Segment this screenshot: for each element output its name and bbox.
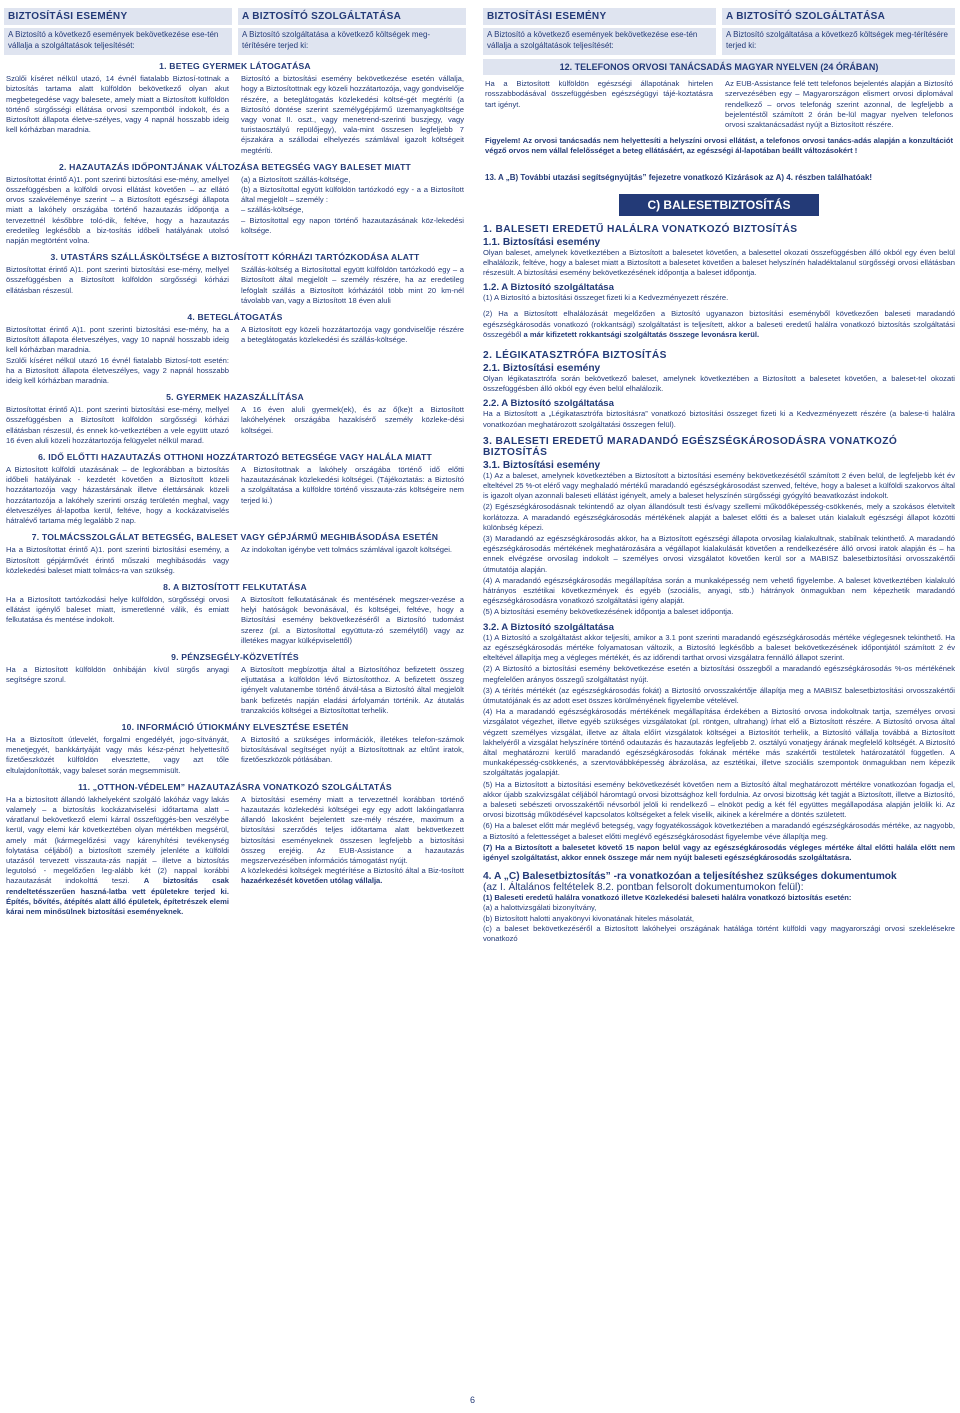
section-9-event: Ha a Biztosított külföldön önhibáján kívül sürgős anyagi segítségre szorul. <box>6 664 229 685</box>
section-c-title: C) BALESETBIZTOSÍTÁS <box>619 194 819 216</box>
section-5 <box>4 405 466 446</box>
section-4 <box>4 325 466 386</box>
c22-title: 2.2. A Biztosító szolgáltatása <box>483 398 614 410</box>
right-header <box>483 8 955 55</box>
section-2-service <box>239 175 466 246</box>
section-2 <box>4 175 466 246</box>
c12-text-2-body: (2) Ha a Biztosított elhalálozását megelőzően a Biztosító ugyanazon biztosítási eseményből következően baleseti maradandó egészségkárosodás vonatkozó (rokkantsági) szolgáltatást is teljesített, akkor a baleseti eredetű halálra vonatkozó biztosítás szolgáltatási összegéből <box>483 309 955 339</box>
c4-item-1: (1) Baleseti eredetű halálra vonatkozó illetve Közlekedési baleseti halálra vonatkozó biztosítás esetén: <box>483 893 852 903</box>
section-2-item-b: (b) a Biztosítottal együtt külföldön tartózkodó egy - a a Biztosított által megjelölt – személy : <box>241 185 464 205</box>
section-title-6: 6. IDŐ ELŐTTI HAZAUTAZÁS OTTHONI HOZZÁTARTOZÓ BETEGSÉGE VAGY HALÁLA MIATT <box>38 452 432 463</box>
section-12-service: Az EUB-Assistance felé tett telefonos bejelentés alapján a Biztosító szervezésében egy – Magyarországon elismert orvosi diplomával rendelkező – orvos telefonág szerint azonnal, de legfeljebb a bejelentéstől számított 2 órán be-lül magyar nyelven telefonos orvosi szaktanácsadást nyújt a Biztosított részére. <box>725 79 953 129</box>
c12-text-1: (1) A Biztosító a biztosítási összeget fizeti ki a Kedvezményezett részére. <box>483 293 729 303</box>
c4-item-1b: (b) Biztosított halotti anyakönyvi kivonatának hiteles másolatát, <box>483 913 695 923</box>
c4-subtitle: (az I. Általános feltételek 8.2. pontban felsorolt dokumentumokon felül): <box>483 882 804 894</box>
event-text-right: A Biztosító a következő események bekövetkezése ese-tén vállalja a szolgáltatások teljesítését: <box>483 28 716 55</box>
service-tag: A BIZTOSÍTÓ SZOLGÁLTATÁSA <box>238 8 466 25</box>
section-3 <box>4 265 466 306</box>
section-9-service: A Biztosított megbízottja által a Biztosítóhoz befizetett összeg eljuttatása a külföldön lévő Biztosítotthoz. A befizetett összeg igényelt valutanembe történő átvál-tása a Biztosító által megjelölt bank befizetés napján eladási árfolyamán történik. Az átutalás tranzakciós költségei a Biztosítottat terhelik. <box>241 664 464 715</box>
event-text: A Biztosító a következő események bekövetkezése ese-tén vállalja a szolgáltatások teljesítését: <box>4 28 232 55</box>
section-7-event: Ha a Biztosítottat érintő A)1. pont szerinti biztosítási esemény, a Biztosított gépjárművét érintő műszaki meghibásodás vagy közlekedési baleset miatt tolmács-ra van szükség. <box>6 545 229 575</box>
section-8 <box>4 595 466 646</box>
c32-item: (1) A Biztosító a szolgáltatást akkor teljesíti, amikor a 3.1 pont szerinti maradandó egészségkárosodás mértéke véglegesnek tekinthető. Ha az egészségkárosodás mértéke folyamatosan változik, a Biztosító legkésőbb a baleset bekövetkezésének időpontjától számított 2 év elteltével állapítja meg a végleges mértékét, és az időrendi tarthat orvosi vizsgálatra fennálló állapot szerint. <box>483 632 955 663</box>
section-2-event: Biztosítottat érintő A)1. pont szerinti biztosítási ese-mény, amellyel összefüggésben a külföldi orvosi ellátást követően – az ellátó orvos szakvéleménye szerint – a Biztosított egészségi állapota miatt a lakóhely országába történő hazautazás időpontja a tervezettnél későbbre toló-dik, feltéve, hogy a hazautazás eredetileg legkésőbb a biz-tosítás időbeli hatályának utolsó napján megtörtént volna. <box>6 174 229 246</box>
c31-item: (2) Egészségkárosodásnak tekintendő az olyan állandósult testi és/vagy szellemi működőképesség-csökkenés, mely a szokásos életvitelt korlátozza. A maradandó egészségkárosodás mértékének alapját a baleset előtti és a baleset után kialakult egészségi állapot közötti különbség képezi. <box>483 502 955 532</box>
section-2-item-a: (a) a Biztosított szállás-költsége, <box>241 174 351 184</box>
section-10-event: Ha a Biztosított útlevelét, forgalmi engedélyét, jogo-sítványát, menetjegyét, bankkártyáját vagy más kész-pénzt helyettesítő fizetőeszközét külföldön elvesztette, vagy azt tőle eltulajdonították, vagy baleset során megsemmisült. <box>6 734 229 775</box>
section-3-service: Szállás-költség a Biztosítottal együtt külföldön tartózkodó egy – a Biztosított által megjelölt – személy részére, ha az eredetileg leföglalt szállás a Biztosított kórházától több mint 20 km-nél távolabb van, vagy a Biztosított 18 éven aluli <box>241 265 464 305</box>
c31-item: (5) A biztosítási esemény bekövetkezésének időpontja a baleset időpontja. <box>483 607 734 617</box>
section-4-event-b: Szülői kíséret nélkül utazó 16 évnél fiatalabb Biztosí-tott esetén: ha a Biztosított állapota életveszélyes, vagy 2 napnál hosszabb ideig kell kórházban maradnia. <box>6 355 229 386</box>
section-9 <box>4 665 466 716</box>
section-title-1: 1. BETEG GYERMEK LÁTOGATÁSA <box>159 61 311 72</box>
c32-title: 3.2. A Biztosító szolgáltatása <box>483 621 614 633</box>
section-6-event: A Biztosított külföldi utazásának – de legkorábban a biztosítás időbeli hatályának - kezdetét követően a Biztosított közeli hozzátartozója vagy házastársának illetve élettársának közeli hozzátartozója a lakóhely szerinti ország területén meghal, vagy életveszélyes ál-lapotba kerül, feltéve, hogy a kockázatviselés hátralévő tartama még legalább 2 nap. <box>6 465 229 526</box>
left-header <box>4 8 466 55</box>
c22-text: Ha a Biztosított a „Légikatasztrófa biztosításra” vonatkozó biztosítási összeget fizeti ki a Kedvezményezett részére (a balese-ti halálra vonatkozóan meghatározott szolgáltatási összegen felül). <box>483 409 955 429</box>
section-11-event <box>4 795 231 917</box>
c2-title: 2. LÉGIKATASZTRÓFA BIZTOSÍTÁS <box>483 350 667 362</box>
section-12-event: Ha a Biztosított külföldön egészségi állapotának hirtelen rosszabbodásával összefüggésben egészségügyi tájé-koztatásra tart igényt. <box>485 79 713 109</box>
section-title-9: 9. PÉNZSEGÉLY-KÖZVETÍTÉS <box>171 651 299 662</box>
attention-label: Figyelem! <box>485 136 521 146</box>
c21-title: 2.1. Biztosítási esemény <box>483 363 601 375</box>
section-7 <box>4 545 466 576</box>
section-4-event <box>4 325 231 386</box>
section-12 <box>483 79 955 130</box>
attention-note <box>483 136 955 156</box>
section-title-4: 4. BETEGLÁTOGATÁS <box>187 312 283 323</box>
c11-text: Olyan baleset, amelynek következtében a Biztosított a balesetet követően, a balesettel okozati összefüggésben álló okból egy éven belül elhalálozik, feltéve, hogy a baleset miatt a Biztosított a balesetet követően a baleset helyszínén haladéktalanul sürgősségi orvosi ellátásban részesült. A biztosítási esemény bekövetkezésének időpontja a baleset időpontja. <box>483 247 955 278</box>
c32-item: (5) Ha a Biztosított a biztosítási esemény bekövetkezését követően nem a Biztosító által meghatározott mértékre vonatkozóan fogadja el, akkor újabb szakvizsgálat céljából háromtagú orvosi bizottsághoz kell fordulnia. Az orvosi bizottság két tagját a Biztosított, illetve a Biztosító, a baleseti sebészeti orvosszakértői névsorból jelöli ki rendelkező – elnököt pedig a két fél együttes megállapodása alapján jelölik ki. Az orvosi bizottság működésével kapcsolatos költségeket a felek viselik, aikinek a kérelmére a döntés született. <box>483 779 955 820</box>
event-tag-right: BIZTOSÍTÁSI ESEMÉNY <box>483 8 716 25</box>
c31-item: (1) Az a baleset, amelynek következtében a Biztosított a biztosítási esemény bekövetkezésétől számított 2 éven belül, de legfeljebb két év elteltével 25 %-ot elérő vagy meghaladó mértékű maradandó egészségkárosodást szenved, feltéve, hogy a baleset a külföldi szakorvos által is igazolt olyan azonnali baleseti ellátást igényelt, amely a baleset helyszínén sürgősségi gyógyító beavatkozást indokolt. <box>483 470 955 501</box>
service-tag-right: A BIZTOSÍTÓ SZOLGÁLTATÁSA <box>722 8 955 25</box>
c32-item: (3) A térítés mértékét (az egészségkárosodás fokát) a Biztosító orvosszakértője állapítja meg a MABISZ balesetbiztosítási orvosszakértői útmutatójának és az adott eset összes körülményének figyelembe vételével. <box>483 685 955 705</box>
c32-list <box>483 633 955 863</box>
c32-item: (2) A Biztosító a biztosítási esemény bekövetkezése esetén a biztosítási összegből a maradandó egészségkárosodás %-os mértékének megfelelően arányos összegű szolgáltatást nyújt. <box>483 664 955 684</box>
service-text: A Biztosító szolgáltatása a következő költségek meg-térítésére terjed ki: <box>238 28 466 55</box>
section-title-2: 2. HAZAUTAZÁS IDŐPONTJÁNAK VÁLTOZÁSA BETEGSÉG VAGY BALESET MIATT <box>59 161 411 172</box>
section-11-service-note-bold: hazaérkezését követően utólag vállalja. <box>241 876 383 886</box>
c4-item-1a: (a) a halottvizsgálati bizonyítvány, <box>483 903 597 913</box>
section-title-8: 8. A BIZTOSÍTOTT FELKUTATÁSA <box>163 581 307 592</box>
c12-title: 1.2. A Biztosító szolgáltatása <box>483 282 614 294</box>
section-11-event-text: Ha a biztosított állandó lakhelyeként szolgáló lakóház vagy lakás valamely – a biztosítás kockázatviselési időtartama alatt – váratlanul bekövetkező elemi kárral összefüggés-ben veszélybe kerül, vagy elemi kár következtében olyan mértékben megsérül, amely mát (kármegelőzési vagy kárenyhítési tevékenység folytatása céljából) a biztosított személy jelenléte a külföldi utazásól tervezett visszauta-zás napját – illetve a biztosítás legutolsó - megelőzően leg-alább két (2) nappal korábbi hazautazását indokolttá teszi. <box>6 794 229 886</box>
section-11-service <box>239 795 466 917</box>
section-11-service-note: A közlekedési költségek megtérítése a Biztosító által a Biz-tosított <box>241 866 464 876</box>
section-title-11: 11. „OTTHON-VÉDELEM” HAZAUTAZÁSRA VONATKOZÓ SZOLGÁLTATÁS <box>78 781 392 792</box>
section-1-event: Szülői kíséret nélkül utazó, 14 évnél fiatalabb Biztosí-tottnak a biztosítás tartama alatt külföldön bekövetkező olyan akut megbetegedése vagy balesete, amely miatt a Biztosított külföldön történő sürgősségi ellátása orvosi szempontból indokolt, és a Biztosított állapota életve-szélyes, vagy 4 napnál hosszabb ideig kell kórházban maradnia. <box>6 74 229 135</box>
attention-text: Az orvosi tanácsadás nem helyettesíti a helyszíni orvosi ellátást, a telefonos orvosi tanács-adás alapján a konzultációt végző orvos nem vállal felelősséget a beteg ellátásáért, az egészségi ál-lapotában beállt változásokért ! <box>485 136 953 156</box>
section-11-service-text: A biztosítási esemény miatt a tervezettnél korábban történő hazautazás közlekedési költségei egy egy adott lakóingatlanra állandó lakosként bejelentett sze-mély részére, maximum a biztosítási szerződés teljes időtartama alatt bekövetkezett biztosítási eseményeknek összesen legfeljebb a biztosítási összeg erejéig. Az EUB-Assistance a hazautazás megszervezésében információs támogatást nyújt. <box>241 794 464 865</box>
c4-item-1c: (c) a baleset bekövetkezéséről a Biztosított lakóhelyei országának hatálága történt külföldi vagy magyarországi orvosi szeklelésekre vonatkozó <box>483 923 955 943</box>
c31-title: 3.1. Biztosítási esemény <box>483 459 601 471</box>
section-11 <box>4 795 466 917</box>
section-6-service: A Biztosítottnak a lakóhely országába történő idő előtti hazautazásának közlekedési költségei. (Tájékoztatás: a Biztosító a szolgáltatása a külföldre történő visszauta-zás költségeire nem terjed ki.) <box>241 465 464 505</box>
c1-title: 1. BALESETI EREDETŰ HALÁLRA VONATKOZÓ BIZTOSÍTÁS <box>483 223 798 235</box>
section-8-event: Ha a Biztosított tartózkodási helye külföldön, sürgősségi orvosi ellátást igénylő baleset miatt, ismeretlenné válik, és emiatt felkutatása és mentése indokolt. <box>6 594 229 625</box>
section-5-service: A 16 éven aluli gyermek(ek), és az ő(ke)t a Biztosított lakóhelyének országába hazakísérő személy közleke-dési költségei. <box>241 405 464 435</box>
section-3-event: Biztosítottat érintő A)1. pont szerinti biztosítási ese-mény, mellyel összefüggésben a Biztosított külföldön sürgősségi kórházi ellátásban részesül. <box>6 265 229 295</box>
c12-text-2-bold: a már kifizetett rokkantsági szolgáltatás összege levonásra kerül. <box>523 329 760 339</box>
event-tag: BIZTOSÍTÁSI ESEMÉNY <box>4 8 232 25</box>
section-6 <box>4 465 466 526</box>
left-column <box>4 8 466 917</box>
c12-text-2 <box>483 309 955 340</box>
section-10 <box>4 735 466 776</box>
right-column <box>483 8 955 944</box>
c31-item: (4) A maradandó egészségkárosodás megállapítása során a munkaképesség nem vehető figyelembe. A baleset következtében kialakuló hátrányos esztétikai következmények és egyéb (szociális, anyagi, stb.) hátrányok önmagukban nem képezhetik maradandó egészségkárosodásra vonatkozó szolgáltatási igény alapját. <box>483 575 955 606</box>
c32-item-7: (7) Ha a Biztosított a balesetet követő 15 napon belül vagy az egészségkárosodás végleges mértéke által előtti halála előtt nem igényel szolgáltatást, akkor ennek összege már nem nyújt baleseti egészségkárosodás szolgáltatásra. <box>483 842 955 862</box>
c4-list <box>483 893 955 944</box>
c32-item: (6) Ha a baleset előtt már meglévő betegség, vagy fogyatékosságok következtében a maradandó egészségkárosodás mértéke, az nagyobb, a Biztosító a felettességet a baleset előtti meglévő egészségkárosodást figyelembe véve állapítja meg. <box>483 821 955 841</box>
c11-title: 1.1. Biztosítási esemény <box>483 236 601 248</box>
c3-title: 3. BALESETI EREDETŰ MARADANDÓ EGÉSZSÉGKÁROSODÁSRA VONATKOZÓ BIZTOSÍTÁS <box>483 435 898 458</box>
c31-item: (3) Maradandó az egészségkárosodás akkor, ha a Biztosított egészségi állapota orvosilag kialakultnak, stabilnak tekinthető. A maradandó egészségkárosodás mértékének meghatározására a végállapot kialakulását követően a rendelkezésére álló orvosi iratok alapján és – ha ennek elvégzése orvosilag indokolt – személyes orvosi vizsgálatot követően kerül sor a MABISZ balesetbiztosítási orvosszakértői útmutatója alapján. <box>483 534 955 574</box>
section-8-service: A Biztosított felkutatásának és mentésének megszer-vezése a helyi hatóságok bevonásával, és költségei, feltéve, hogy a Biztosítási esemény bekövetkezéséről a Biztosító tudomást szerez (pl. a Biztosítottal együttuta-zó személytől) vagy az illetékes magyar külképviselettől) <box>241 594 464 645</box>
section-1-service: Biztosító a biztosítási esemény bekövetkezése esetén vállalja, hogy a Biztosítottnak egy közeli hozzátartozója, vagy gondviselője részére, a beteglátogatás közlekedési költsé-gét megtéríti (a Biztosító döntése szerint személygépjármű üzemanyagköltsége vagy vonat II. oszt., vagy menetrend-szerinti buszjegy, vagy turistaosztályú repülőjegy), vala-mint összesen legfeljebb 7 éjszakára a szállodai elhelyezés számlával igazolt költségeit megtéríti. <box>241 74 464 155</box>
c32-item: (4) Ha a maradandó egészségkárosodás mértékének megállapítása érdekében a Biztosító orvosa indokoltnak tartja, személyes orvosi vizsgálatot végezhet, illetve egyéb szükséges vizsgálatokat (pl. röntgen, ultrahang) írhat elő a Biztosított részére. A Biztosító orvosa által végzett személyes vizsgálat, illetve az általa előírt vizsgálatok költségei a Biztosítót terhelik, a Biztosító vállalja továbbá a Biztosított lakhelyéről a vizsgálat helyszínére történő odautazás és hazautazás legfeljebb 2. osztályú vonatjegy árának megfelelő költségét. A Biztosító által meghatározni kerülő maradandó egészségkárosodás fokának mértéke más szakértői testületek határozatától független. A munkaképesség-csökkenés, a szervtovábbképesség ábrázolása, az esztétikai, illetve szociális szempontok önmagukban nem képezik szolgáltatás jogalapját. <box>483 707 955 778</box>
section-title-7: 7. TOLMÁCSSZOLGÁLAT BETEGSÉG, BALESET VAGY GÉPJÁRMŰ MEGHIBÁSODÁSA ESETÉN <box>31 532 439 543</box>
section-title-10: 10. INFORMÁCIÓ ÚTIOKMÁNY ELVESZTÉSE ESETÉN <box>121 721 349 732</box>
section-title-3: 3. UTASTÁRS SZÁLLÁSKÖLTSÉGE A BIZTOSÍTOTT KÓRHÁZI TARTÓZKODÁSA ALATT <box>50 252 420 263</box>
section-4-service: A Biztosított egy közeli hozzátartozója vagy gondviselője részére a beteglátogatás közlekedési és szállás-költsége. <box>241 325 464 345</box>
section-5-event: Biztosítottat érintő A)1. pont szerinti biztosítási ese-mény, mellyel összefüggésben a Biztosított külföldön sürgősségi kórházi ellátásban részesül, és ennek kö-vetkeztében a vele együtt utazó 16 éven aluli közeli hozzátartozója felügyelet nélkül marad. <box>6 405 229 445</box>
section-4-event-a: Biztosítottat érintő A)1. pont szerinti biztosítási ese-mény, ha a Biztosított állapota életveszélyes, vagy 10 napnál hosszabb ideig kell kórházban maradnia. <box>6 325 229 355</box>
c21-text: Olyan légikatasztrófa során bekövetkező baleset, amelynek következtében a Biztosított a balesetet követően, a baleset-tel okozati összefüggésben álló okból egy éven belül elhalálozik. <box>483 374 955 394</box>
c4-title: 4. A „C) Balesetbiztosítás” -ra vonatkozóan a teljesítéshez szükséges dokumentumok <box>483 871 897 883</box>
section-title-12: 12. TELEFONOS ORVOSI TANÁCSADÁS MAGYAR NYELVEN (24 ÓRÁBAN) <box>483 59 955 75</box>
c31-list <box>483 471 955 618</box>
section-10-service: A Biztosító a szükséges információk, illetékes telefon-számok biztosításával segítséget nyújt a Biztosítottnak az eltűnt iratok, fizetőeszközök pótlásában. <box>241 734 464 765</box>
section-2-item-d: – Biztosítottal egy napon történő hazautazásának köz-lekedési költsége. <box>241 215 464 235</box>
section-1 <box>4 74 466 156</box>
section-7-service: Az indokoltan igénybe vett tolmács számlával igazolt költségei. <box>241 545 453 555</box>
section-11-event-exclusion: A biztosítás csak rendeltetésszerűen haszná-latba vett épületekre terjed ki. Építés, bővítés, átépítés alatt álló épületek, építetrészek elemi kárai nem minősülnek biztosítási eseményeknek. <box>6 876 229 916</box>
page-number: 6 <box>470 1395 476 1405</box>
service-text-right: A Biztosító szolgáltatása a következő költségek meg-térítésére terjed ki: <box>722 28 955 55</box>
section-2-item-c: – szállás-költsége, <box>241 205 304 215</box>
note-13: 13. A „B) További utazási segítségnyújtás” fejezetre vonatkozó Kizárások az A) 4. részben találhatóak! <box>485 172 873 182</box>
section-title-5: 5. GYERMEK HAZASZÁLLÍTÁSA <box>166 392 304 403</box>
